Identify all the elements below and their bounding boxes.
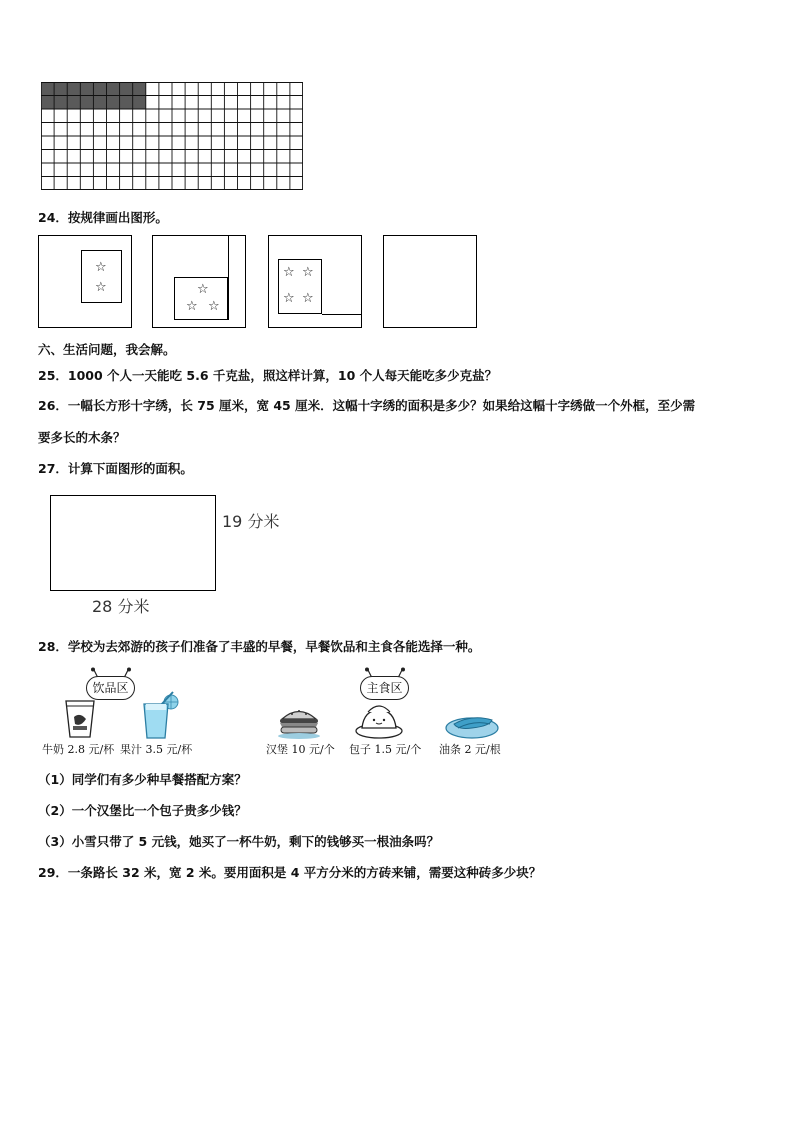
food-zone-label: 主食区 (360, 676, 409, 700)
steamed-bun-price-label: 包子 1.5 元/个 (349, 743, 422, 756)
rectangle-figure (50, 495, 216, 591)
star-icon: ☆ (302, 265, 314, 280)
milk-cup-icon (62, 697, 98, 739)
rectangle-width-label: 28 分米 (92, 597, 150, 616)
question-28: 28．学校为去郊游的孩子们准备了丰盛的早餐，早餐饮品和主食各能选择一种。 (38, 639, 481, 654)
pattern-box-1 (38, 235, 132, 328)
star-icon: ☆ (197, 282, 209, 297)
pattern-box-4-empty[interactable] (383, 235, 477, 328)
question-28-sub-2: （2）一个汉堡比一个包子贵多少钱？ (38, 803, 247, 818)
pattern-box-3 (268, 235, 362, 328)
hamburger-icon (276, 704, 322, 740)
question-28-sub-1: （1）同学们有多少种早餐搭配方案？ (38, 772, 247, 787)
pattern-box-2 (152, 235, 246, 328)
juice-price-label: 果汁 3.5 元/杯 (120, 743, 193, 756)
star-icon: ☆ (302, 291, 314, 306)
pattern-inner-rect-1 (81, 250, 122, 303)
star-icon: ☆ (283, 291, 295, 306)
star-icon: ☆ (208, 299, 220, 314)
pattern-inner-rect-3 (278, 259, 322, 314)
pattern-inner-rect-2 (174, 277, 228, 320)
pattern-divider-3 (322, 314, 362, 315)
hamburger-price-label: 汉堡 10 元/个 (266, 743, 335, 756)
grid-svg (41, 82, 303, 190)
shaded-grid-figure (41, 82, 303, 190)
star-icon: ☆ (95, 280, 107, 295)
question-27: 27．计算下面图形的面积。 (38, 461, 193, 476)
shaded-region (42, 83, 146, 109)
fried-dough-icon (444, 706, 500, 740)
drink-zone-sign (86, 667, 136, 701)
question-26-line-1: 26．一幅长方形十字绣，长 75 厘米，宽 45 厘米．这幅十字绣的面积是多少？如果给这幅十字绣做一个外框，至少需 (38, 398, 696, 413)
steamed-bun-icon (354, 698, 404, 740)
star-icon: ☆ (283, 265, 295, 280)
section-6-heading: 六、生活问题，我会解。 (38, 342, 176, 357)
drink-zone-label: 饮品区 (86, 676, 135, 700)
star-icon: ☆ (95, 260, 107, 275)
juice-cup-icon (140, 690, 182, 740)
question-28-sub-3: （3）小雪只带了 5 元钱，她买了一杯牛奶，剩下的钱够买一根油条吗？ (38, 834, 440, 849)
question-26-line-2: 要多长的木条？ (38, 430, 126, 445)
fried-dough-price-label: 油条 2 元/根 (439, 743, 501, 756)
question-24: 24．按规律画出图形。 (38, 210, 168, 225)
milk-price-label: 牛奶 2.8 元/杯 (42, 743, 115, 756)
question-25: 25．1000 个人一天能吃 5.6 千克盐，照这样计算，10 个人每天能吃多少克盐？ (38, 368, 498, 383)
question-29: 29．一条路长 32 米，宽 2 米。要用面积是 4 平方分米的方砖来铺，需要这种砖多少块？ (38, 865, 542, 880)
star-icon: ☆ (186, 299, 198, 314)
food-zone-sign (360, 667, 410, 701)
rectangle-height-label: 19 分米 (222, 512, 280, 531)
pattern-divider-2 (228, 236, 229, 320)
